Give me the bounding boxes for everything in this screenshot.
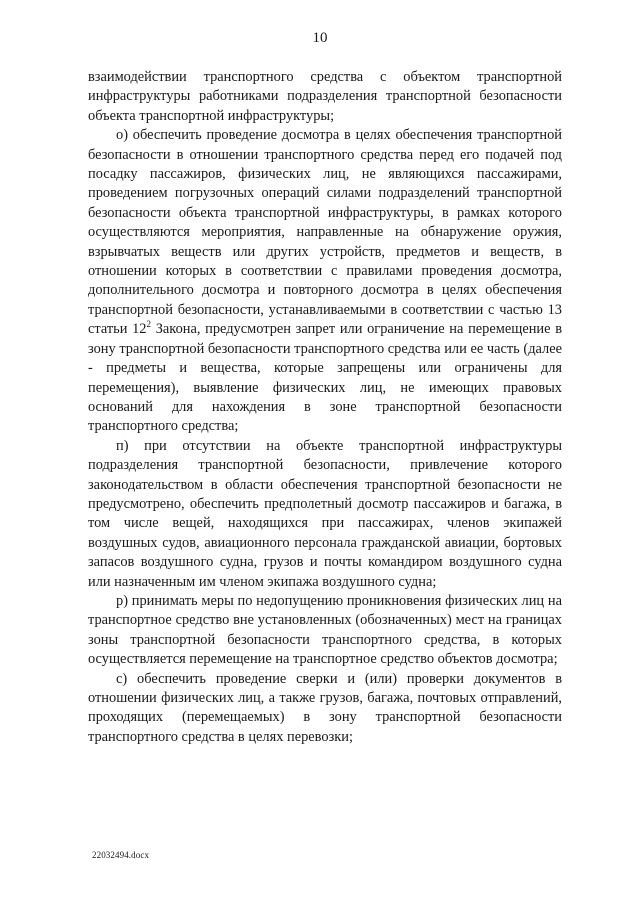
document-body: [88, 68, 562, 747]
footer-filename: 22032494.docx: [92, 850, 150, 860]
page-number: 10: [312, 30, 328, 46]
paragraph-item-o-text-part1: о) обеспечить проведение досмотра в целях обеспечения транспортной безопасности в отношении транспортного средства перед его подачей под посадку пассажиров, физических лиц, не являющихся пассажирами, проведением погрузочных операций силами подразделений транспортной безопасности объекта транспортной инфраструктуры, в рамках которого осуществляются мероприятия, направленные на обнаружение оружия, взрывчатых веществ или других устройств, предметов и веществ, в отношении которых в соответствии с правилами проведения досмотра, дополнительного досмотра и повторного досмотра в целях обеспечения транспортной безопасности, устанавливаемыми в соответствии с частью 13 статьи 12: [88, 127, 562, 338]
paragraph-continuation: взаимодействии транспортного средства с объектом транспортной инфраструктуры работниками подразделения транспортной безопасности объекта транспортной инфраструктуры;: [88, 69, 562, 124]
paragraph-item-o: [88, 126, 562, 437]
paragraph-item-s: с) обеспечить проведение сверки и (или) проверки документов в отношении физических лиц, а также грузов, багажа, почтовых отправлений, проходящих (перемещаемых) в зону транспортной безопасности транспортного средства в целях перевозки;: [88, 670, 562, 745]
paragraph-item-p: п) при отсутствии на объекте транспортной инфраструктуры подразделения транспортной безопасности, привлечение которого законодательством в области обеспечения транспортной безопасности не предусмотрено, обеспечить предполетный досмотр пассажиров и багажа, в том числе вещей, находящихся при пассажирах, членов экипажей воздушных судов, авиационного персонала гражданской авиации, бортовых запасов воздушного судна, грузов и почты командиром воздушного судна или назначенным им членом экипажа воздушного судна;: [88, 437, 562, 590]
paragraph-item-r: р) принимать меры по недопущению проникновения физических лиц на транспортное средство вне установленных (обозначенных) мест на границах зоны транспортной безопасности транспортного средства, в которых осуществляется перемещение на транспортное средство объектов досмотра;: [88, 592, 562, 668]
superscript-article-number: 2: [146, 319, 152, 330]
paragraph-item-o-text-part2: Закона, предусмотрен запрет или ограничение на перемещение в зону транспортной безопасности транспортного средства или ее часть (далее - предметы и вещества, которые запрещены или ограничены для перемещения), выявление физических лиц, не имеющих правовых оснований для нахождения в зоне транспортной безопасности транспортного средства;: [88, 321, 562, 435]
